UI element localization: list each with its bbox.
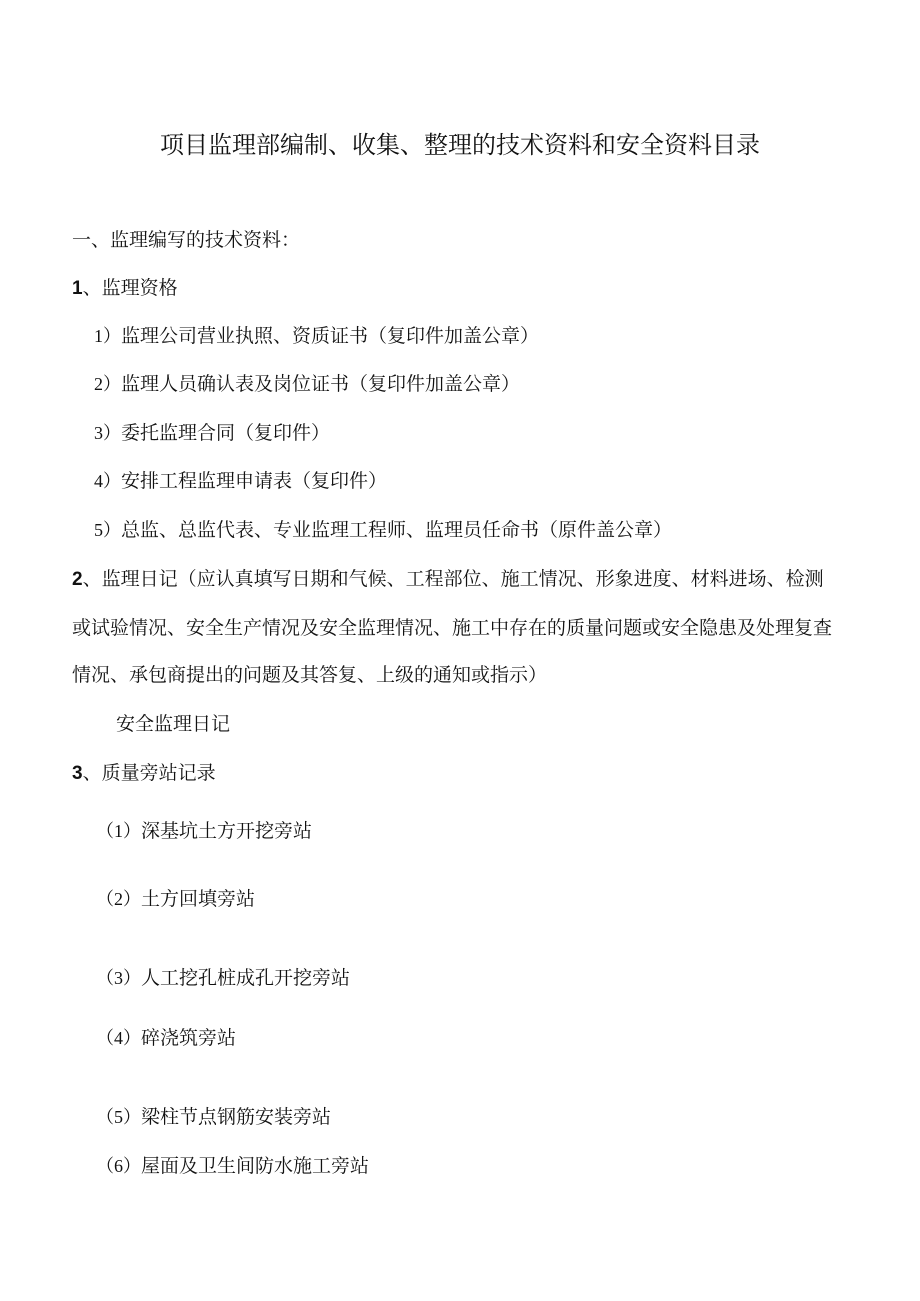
list-text: 监理公司营业执照、资质证书（复印件加盖公章） bbox=[121, 325, 540, 347]
item-number: 1 bbox=[72, 278, 83, 299]
list-item bbox=[94, 518, 672, 542]
list-text: 土方回填旁站 bbox=[141, 888, 256, 910]
document-title: 项目监理部编制、收集、整理的技术资料和安全资料目录 bbox=[160, 131, 760, 159]
list-marker: （1） bbox=[96, 821, 141, 841]
list-text: 安排工程监理申请表（复印件） bbox=[121, 470, 388, 492]
list-marker: 3） bbox=[94, 423, 121, 443]
list-text: 总监、总监代表、专业监理工程师、监理员任命书（原件盖公章） bbox=[121, 519, 673, 541]
list-item bbox=[96, 1026, 236, 1050]
list-marker: （3） bbox=[96, 968, 141, 988]
item-2-line-2: 或试验情况、安全生产情况及安全监理情况、施工中存在的质量问题或安全隐患及处理复查 bbox=[72, 617, 833, 639]
list-item bbox=[96, 1154, 369, 1178]
list-item bbox=[94, 421, 330, 445]
list-marker: （6） bbox=[96, 1156, 141, 1176]
list-marker: （5） bbox=[96, 1107, 141, 1127]
section-heading: 一、监理编写的技术资料： bbox=[72, 229, 301, 251]
list-marker: 4） bbox=[94, 471, 121, 491]
list-marker: 5） bbox=[94, 520, 121, 540]
list-marker: （4） bbox=[96, 1028, 141, 1048]
list-item bbox=[96, 966, 350, 990]
list-item bbox=[94, 324, 539, 348]
list-item bbox=[96, 819, 312, 843]
list-item bbox=[96, 887, 255, 911]
list-text: 委托监理合同（复印件） bbox=[121, 422, 331, 444]
list-marker: 2） bbox=[94, 374, 121, 394]
list-text: 人工挖孔桩成孔开挖旁站 bbox=[141, 967, 351, 989]
item-label: 、质量旁站记录 bbox=[82, 762, 216, 784]
list-text: 碎浇筑旁站 bbox=[141, 1027, 237, 1049]
list-text: 深基坑土方开挖旁站 bbox=[141, 820, 313, 842]
list-marker: （2） bbox=[96, 889, 141, 909]
list-text: 监理人员确认表及岗位证书（复印件加盖公章） bbox=[121, 373, 521, 395]
list-item bbox=[94, 469, 387, 493]
item-label: 、监理资格 bbox=[82, 277, 178, 299]
list-text: 梁柱节点钢筋安装旁站 bbox=[141, 1106, 332, 1128]
list-marker: 1） bbox=[94, 326, 121, 346]
item-1-heading bbox=[72, 276, 178, 301]
item-3-heading bbox=[72, 761, 216, 786]
item-2-line-1 bbox=[72, 567, 824, 592]
item-2-line-3: 情况、承包商提出的问题及其答复、上级的通知或指示） bbox=[72, 664, 548, 686]
item-2-sub: 安全监理日记 bbox=[116, 713, 231, 735]
list-item bbox=[94, 372, 520, 396]
item-number: 2 bbox=[72, 569, 83, 590]
list-text: 屋面及卫生间防水施工旁站 bbox=[141, 1155, 370, 1177]
item-text: 、监理日记（应认真填写日期和气候、工程部位、施工情况、形象进度、材料进场、检测 bbox=[82, 568, 824, 590]
list-item bbox=[96, 1105, 331, 1129]
item-number: 3 bbox=[72, 763, 83, 784]
